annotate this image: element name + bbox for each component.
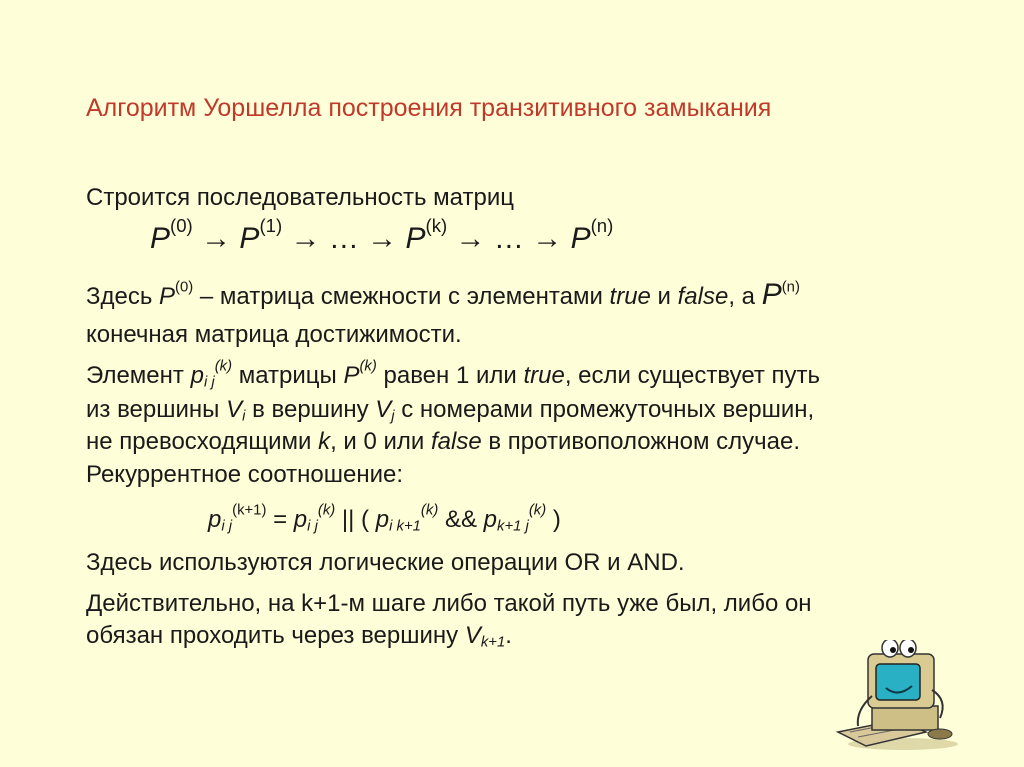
recurrence-formula: $p_{i j}^{(k+1)} = p_{i j}^{(k)}$ || ( $p_{i k+1}^{(k)}$ && $p_{k+1 j}^{(k)}$ ) xyxy=(208,502,561,535)
intro-line: Строится последовательность матриц xyxy=(86,184,514,211)
condition-line: не превосходящими k, и 0 или false в противоположном случае. xyxy=(86,428,801,455)
element-line: Элемент $p_{i j}^{(k)}$ матрицы $P^{(k)}$ равен 1 или true, если существует путь xyxy=(86,358,821,391)
computer-mascot-icon xyxy=(828,640,958,752)
recurrence-label: Рекуррентное соотношение: xyxy=(86,461,404,488)
operations-line: Здесь используются логические операции OR и AND. xyxy=(86,549,685,576)
matrix-sequence-formula: $P^{(0)} \to P^{(1)}$ → … → $P^{(k)}$ → … → $P^{(n)}$ xyxy=(150,215,614,255)
conclusion-line-1: Действительно, на k+1-м шаге либо такой путь уже был, либо он xyxy=(86,590,812,617)
path-line: из вершины $V_i$ в вершину $V_j$ с номерами промежуточных вершин, xyxy=(86,396,815,425)
slide-title: Алгоритм Уоршелла построения транзитивного замыкания xyxy=(86,94,772,122)
definition-line-2: конечная матрица достижимости. xyxy=(86,321,462,348)
conclusion-line-2: обязан проходить через вершину $V_{k+1}$. xyxy=(86,622,512,651)
definition-line-1: Здесь $P^{(0)}$ – матрица смежности с элементами true и false, а $P^{(n)}$ xyxy=(86,278,800,311)
